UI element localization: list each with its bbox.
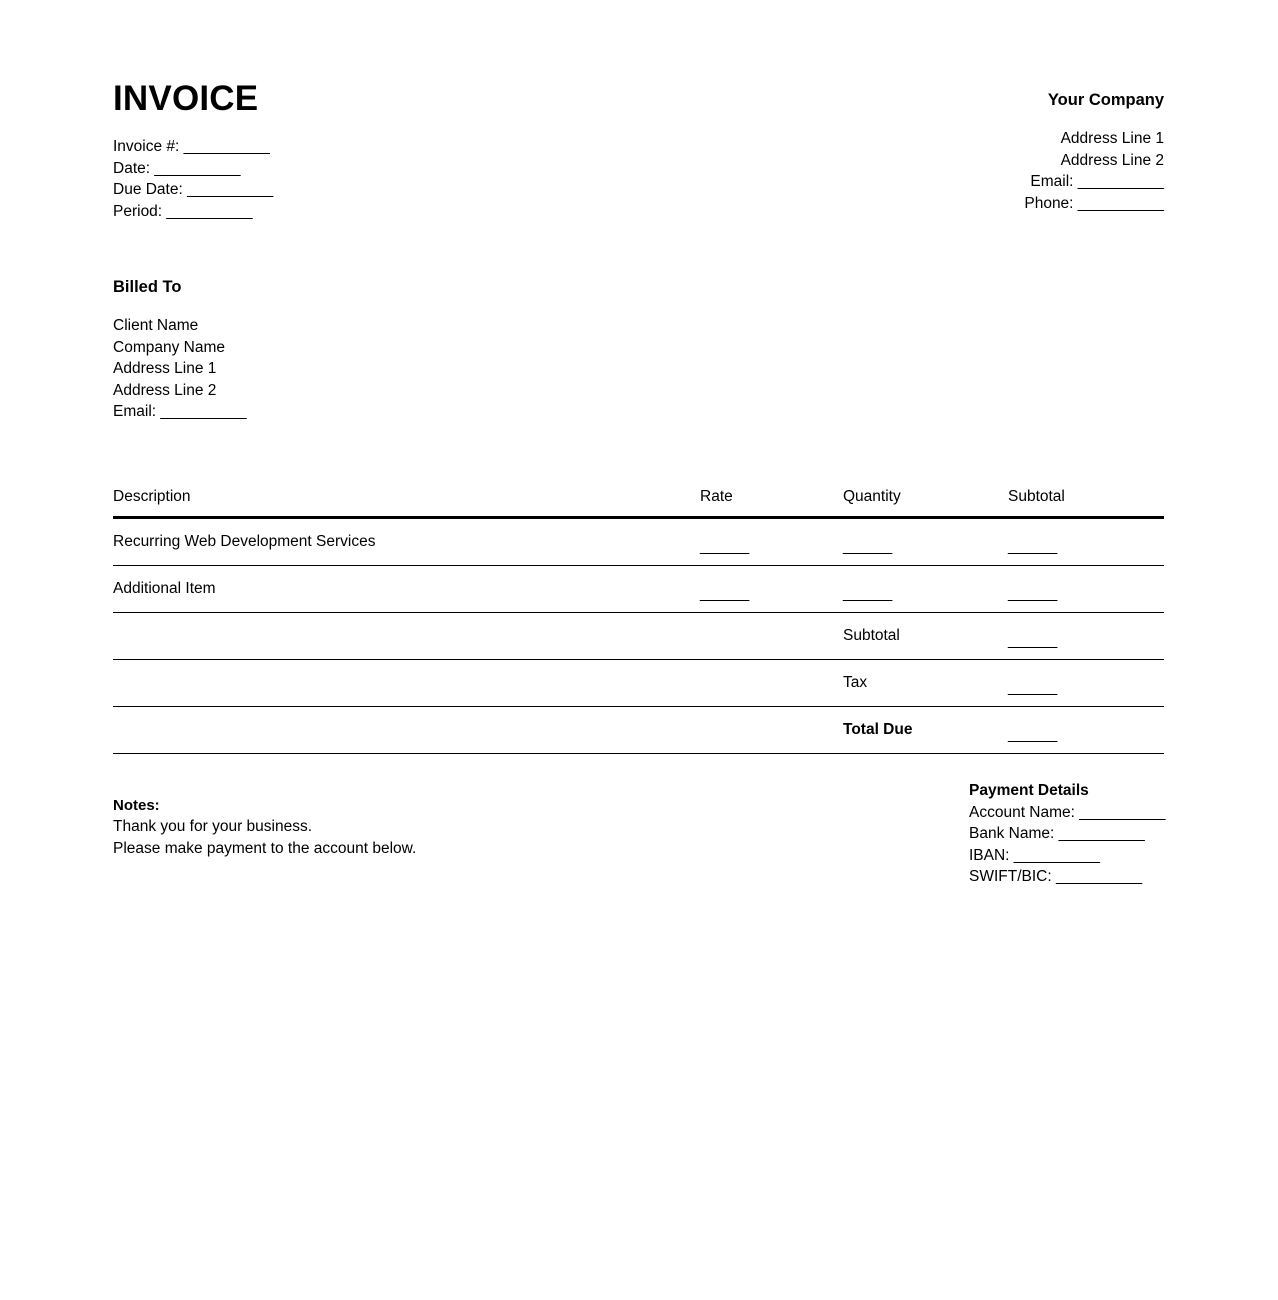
column-header-rate: Rate (700, 488, 733, 505)
totals-spacer (113, 613, 700, 660)
subtotal-label: Subtotal (843, 627, 900, 644)
totals-row-total-due (113, 707, 1164, 754)
notes-title: Notes: (113, 797, 160, 814)
column-header-description: Description (113, 488, 191, 505)
item-description: Additional Item (113, 580, 216, 597)
payment-bank-name: Bank Name: __________ (969, 825, 1145, 842)
item-subtotal-value: ______ (1008, 538, 1057, 555)
item-quantity-value: ______ (843, 538, 892, 555)
client-company-name: Company Name (113, 338, 225, 356)
item-rate[interactable] (700, 518, 843, 566)
tax-value-cell[interactable] (1008, 660, 1164, 707)
item-rate-value: ______ (700, 538, 749, 555)
totals-spacer (113, 660, 700, 707)
column-header-subtotal: Subtotal (1008, 488, 1065, 505)
invoice-header-left (113, 78, 593, 222)
meta-due-date: Due Date: __________ (113, 181, 274, 198)
billed-to-section (113, 276, 633, 423)
item-description: Recurring Web Development Services (113, 533, 376, 550)
payment-account-name: Account Name: __________ (969, 803, 1166, 821)
client-email: Email: __________ (113, 403, 247, 420)
company-name: Your Company (1047, 91, 1164, 109)
tax-label: Tax (843, 674, 868, 691)
totals-row-tax (113, 660, 1164, 707)
notes-line-2: Please make payment to the account below. (113, 839, 417, 857)
page-title: INVOICE (113, 79, 259, 118)
notes-line-1: Thank you for your business. (113, 818, 313, 835)
item-quantity-value: ______ (843, 585, 892, 602)
item-subtotal[interactable] (1008, 566, 1164, 613)
client-address-line-1: Address Line 1 (113, 360, 217, 377)
invoice-header (113, 78, 1164, 222)
item-subtotal-value: ______ (1008, 585, 1057, 602)
payment-details-title: Payment Details (969, 782, 1089, 799)
column-header-quantity: Quantity (843, 488, 901, 505)
item-subtotal[interactable] (1008, 518, 1164, 566)
table-row (113, 566, 1164, 613)
totals-spacer (700, 660, 843, 707)
meta-period: Period: __________ (113, 202, 253, 220)
table-head (113, 478, 1164, 518)
item-rate-value: ______ (700, 585, 749, 602)
client-address-line-2: Address Line 2 (113, 381, 217, 399)
payment-iban: IBAN: __________ (969, 846, 1100, 864)
totals-row-subtotal (113, 613, 1164, 660)
total-due-value-cell[interactable] (1008, 707, 1164, 754)
table-header-row (113, 478, 1164, 518)
totals-spacer (700, 613, 843, 660)
company-email: Email: __________ (1030, 173, 1164, 190)
totals-spacer (700, 707, 843, 754)
meta-date: Date: __________ (113, 159, 241, 177)
company-phone: Phone: __________ (1024, 194, 1164, 212)
line-items-table (113, 478, 1164, 754)
client-name: Client Name (113, 317, 199, 334)
item-quantity[interactable] (843, 518, 1008, 566)
company-block (804, 78, 1164, 214)
billed-to-heading: Billed To (113, 278, 182, 296)
payment-swift-bic: SWIFT/BIC: __________ (969, 868, 1143, 885)
item-quantity[interactable] (843, 566, 1008, 613)
invoice-meta-block (113, 136, 593, 222)
tax-value: ______ (1008, 679, 1057, 696)
totals-spacer (113, 707, 700, 754)
company-address-line-2: Address Line 2 (1060, 151, 1164, 169)
subtotal-value-cell[interactable] (1008, 613, 1164, 660)
subtotal-value: ______ (1008, 632, 1057, 649)
total-due-label: Total Due (843, 721, 913, 738)
meta-invoice-number: Invoice #: __________ (113, 138, 270, 155)
item-rate[interactable] (700, 566, 843, 613)
notes-section (113, 795, 713, 859)
total-due-value: ______ (1008, 726, 1057, 743)
payment-details-section (969, 780, 1269, 888)
table-body (113, 518, 1164, 754)
table-row (113, 518, 1164, 566)
company-address-line-1: Address Line 1 (1060, 130, 1164, 147)
